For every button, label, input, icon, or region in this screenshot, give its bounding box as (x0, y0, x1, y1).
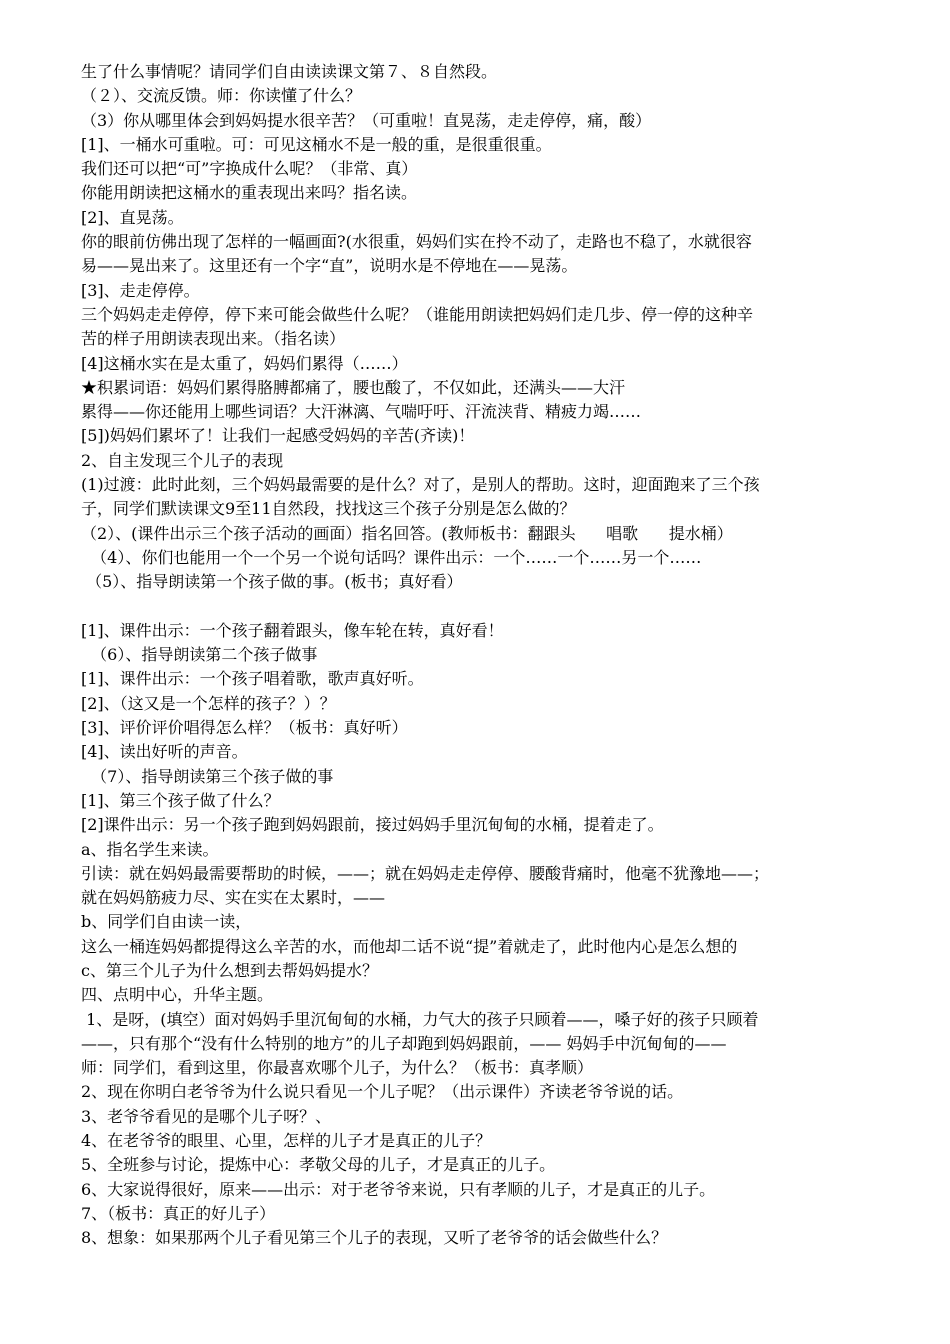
text-line: 4、在老爷爷的眼里、心里，怎样的儿子才是真正的儿子？ (81, 1131, 492, 1151)
text-line: [4]、读出好听的声音。 (81, 742, 248, 762)
text-line: （2）、(课件出示三个孩子活动的画面）指名回答。(教师板书：翻跟头 唱歌 提水桶） (81, 523, 733, 543)
text-line: [2]课件出示：另一个孩子跑到妈妈跟前，接过妈妈手里沉甸甸的水桶，提着走了。 (81, 815, 664, 835)
text-line: [1]、课件出示：一个孩子翻着跟头，像车轮在转，真好看！ (81, 620, 504, 640)
text-line: 四、点明中心，升华主题。 (81, 985, 274, 1005)
text-line: （6）、指导朗读第二个孩子做事 (81, 645, 318, 665)
text-line: （２）、交流反馈。师：你读懂了什么？ (81, 86, 362, 106)
text-line: [4]这桶水实在是太重了，妈妈们累得（……） (81, 353, 408, 373)
text-line: 师：同学们，看到这里，你最喜欢哪个儿子，为什么？（板书：真孝顺） (81, 1058, 594, 1078)
text-line: [3]、走走停停。 (81, 280, 200, 300)
text-line: 5、全班参与讨论，提炼中心：孝敬父母的儿子，才是真正的儿子。 (81, 1155, 556, 1175)
text-line: ★积累词语：妈妈们累得胳膊都痛了，腰也酸了，不仅如此，还满头——大汗 (81, 377, 626, 397)
text-line: 2、现在你明白老爷爷为什么说只看见一个儿子呢？（出示课件）齐读老爷爷说的话。 (81, 1082, 684, 1102)
text-line: 引读：就在妈妈最需要帮助的时候，——；就在妈妈走走停停、腰酸背痛时，他毫不犹豫地——； (81, 863, 770, 883)
text-line: 苦的样子用朗读表现出来。（指名读） (81, 329, 346, 349)
text-line: 我们还可以把“可”字换成什么呢？（非常、真） (81, 159, 418, 179)
text-line: 就在妈妈筋疲力尽、实在实在太累时，—— (81, 888, 386, 908)
text-line: （5）、指导朗读第一个孩子做的事。(板书；真好看） (81, 572, 463, 592)
text-line: [2]、（这又是一个怎样的孩子？）？ (81, 693, 336, 713)
text-line: （7）、指导朗读第三个孩子做的事 (81, 766, 334, 786)
blank-line (81, 595, 890, 619)
text-line: ——，只有那个“没有什么特别的地方”的儿子却跑到妈妈跟前，—— 妈妈手中沉甸甸的—— (81, 1033, 727, 1053)
text-line: [5])妈妈们累坏了！让我们一起感受妈妈的辛苦(齐读)！ (81, 426, 475, 446)
text-line: b、同学们自由读一读， (81, 912, 252, 932)
text-line: [1]、一桶水可重啦。可：可见这桶水不是一般的重，是很重很重。 (81, 134, 552, 154)
text-line: 3、老爷爷看见的是哪个儿子呀？、 (81, 1106, 332, 1126)
text-line: （4）、你们也能用一个一个另一个说句话吗？课件出示：一个……一个……另一个…… (81, 547, 702, 567)
text-line: （3）你从哪里体会到妈妈提水很辛苦？（可重啦！直晃荡，走走停停，痛，酸） (81, 110, 652, 130)
text-line: (1)过渡：此时此刻，三个妈妈最需要的是什么？对了，是别人的帮助。这时，迎面跑来了三个孩 (81, 475, 760, 495)
text-line: 6、大家说得很好，原来——出示：对于老爷爷来说，只有孝顺的儿子，才是真正的儿子。 (81, 1179, 716, 1199)
text-line: 2、自主发现三个儿子的表现 (81, 450, 284, 470)
text-line: [1]、第三个孩子做了什么？ (81, 790, 280, 810)
text-line: 你的眼前仿佛出现了怎样的一幅画面?(水很重，妈妈们实在拎不动了，走路也不稳了，水就很容 (81, 232, 752, 252)
text-line: [2]、直晃荡。 (81, 207, 184, 227)
text-line: c、第三个儿子为什么想到去帮妈妈提水？ (81, 960, 378, 980)
text-line: 8、想象：如果那两个儿子看见第三个儿子的表现，又听了老爷爷的话会做些什么？ (81, 1228, 668, 1248)
text-line: 7、（板书：真正的好儿子） (81, 1203, 276, 1223)
text-line: 这么一桶连妈妈都提得这么辛苦的水，而他却二话不说“提”着就走了，此时他内心是怎么想的 (81, 936, 738, 956)
text-line: a、指名学生来读。 (81, 839, 219, 859)
text-line: [1]、课件出示：一个孩子唱着歌，歌声真好听。 (81, 669, 424, 689)
text-line: 累得——你还能用上哪些词语？大汗淋漓、气喘吁吁、汗流浃背、精疲力竭…… (81, 402, 642, 422)
text-line: 生了什么事情呢？请同学们自由读读课文第７、８自然段。 (81, 62, 498, 81)
text-line: 你能用朗读把这桶水的重表现出来吗？指名读。 (81, 183, 418, 203)
text-line: [3]、评价评价唱得怎么样？（板书：真好听） (81, 718, 408, 738)
text-line: 易——晃出来了。这里还有一个字“直”，说明水是不停地在——晃荡。 (81, 256, 578, 276)
text-line: 子，同学们默读课文9至11自然段，找找这三个孩子分别是怎么做的？ (81, 499, 576, 519)
text-line: 1、是呀，(填空）面对妈妈手里沉甸甸的水桶，力气大的孩子只顾着——，嗓子好的孩子只顾着 (81, 1009, 759, 1029)
text-line: 三个妈妈走走停停，停下来可能会做些什么呢？（谁能用朗读把妈妈们走几步、停一停的这种辛 (81, 304, 754, 324)
